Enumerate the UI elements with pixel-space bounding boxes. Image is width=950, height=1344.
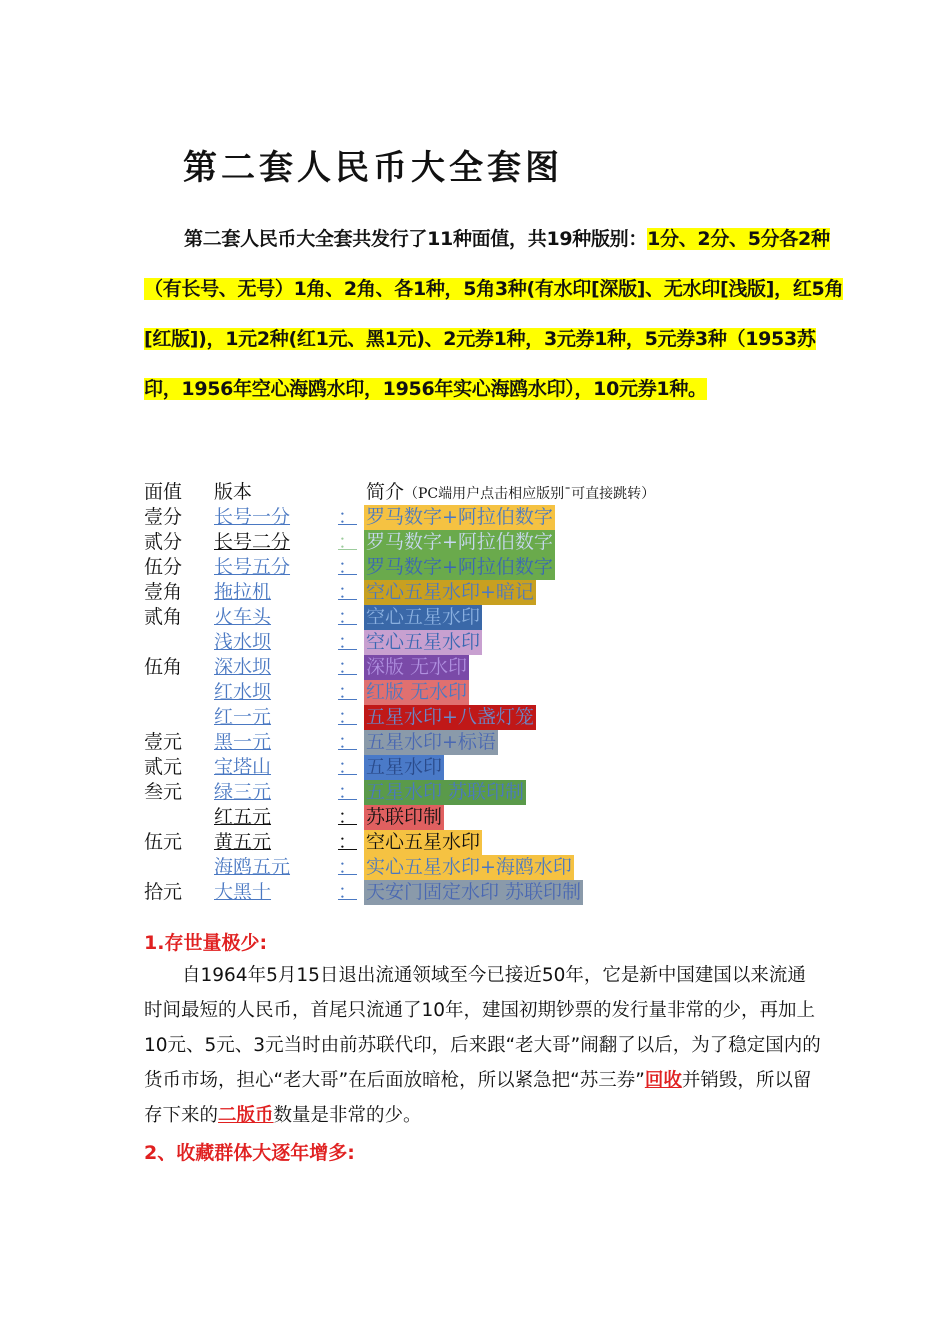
separator-link[interactable]: ： bbox=[337, 881, 357, 903]
denomination-cell: 伍角 bbox=[144, 656, 183, 678]
table-row bbox=[144, 530, 844, 555]
separator-link[interactable]: ： bbox=[337, 631, 357, 653]
denomination-cell: 伍元 bbox=[144, 831, 183, 853]
table-row bbox=[144, 755, 844, 780]
version-link[interactable]: 红一元 bbox=[214, 706, 272, 728]
separator-link[interactable]: ： bbox=[337, 731, 357, 753]
table-row bbox=[144, 555, 844, 580]
version-link[interactable]: 长号二分 bbox=[214, 531, 291, 553]
table-row bbox=[144, 605, 844, 630]
section-1-title: 1.存世量极少: bbox=[144, 932, 268, 954]
separator-link[interactable]: ： bbox=[337, 656, 357, 678]
separator-link[interactable]: ： bbox=[337, 531, 357, 553]
version-link[interactable]: 黄五元 bbox=[214, 831, 272, 853]
header-version: 版本 bbox=[214, 481, 253, 503]
version-table bbox=[144, 480, 844, 905]
intro-plain-text: 第二套人民币大全套共发行了11种面值，共19种版别： bbox=[184, 228, 648, 250]
table-row bbox=[144, 630, 844, 655]
description-cell: 空心五星水印 bbox=[366, 831, 481, 853]
table-row bbox=[144, 580, 844, 605]
table-row bbox=[144, 780, 844, 805]
version-link[interactable]: 黑一元 bbox=[214, 731, 272, 753]
denomination-cell: 壹分 bbox=[144, 506, 183, 528]
denomination-cell: 贰分 bbox=[144, 531, 183, 553]
version-link[interactable]: 绿三元 bbox=[214, 781, 272, 803]
separator-link[interactable]: ： bbox=[337, 756, 357, 778]
description-cell: 五星水印 bbox=[366, 756, 443, 778]
separator-link[interactable]: ： bbox=[337, 781, 357, 803]
version-link[interactable]: 拖拉机 bbox=[214, 581, 272, 603]
section-2-title: 2、收藏群体大逐年增多: bbox=[144, 1142, 355, 1164]
description-cell: 罗马数字+阿拉伯数字 bbox=[366, 531, 553, 553]
version-link[interactable]: 火车头 bbox=[214, 606, 272, 628]
description-cell: 苏联印制 bbox=[366, 806, 443, 828]
denomination-cell: 叁元 bbox=[144, 781, 183, 803]
description-cell: 天安门固定水印 苏联印制 bbox=[366, 881, 582, 903]
table-row bbox=[144, 505, 844, 530]
description-cell: 实心五星水印+海鸥水印 bbox=[366, 856, 572, 878]
highlight-second-edition: 二版币 bbox=[218, 1105, 274, 1126]
version-link[interactable]: 海鸥五元 bbox=[214, 856, 291, 878]
header-intro-label: 简介 bbox=[366, 481, 405, 503]
table-row bbox=[144, 830, 844, 855]
description-cell: 空心五星水印 bbox=[366, 606, 481, 628]
description-cell: 罗马数字+阿拉伯数字 bbox=[366, 506, 553, 528]
header-note: （PC端用户点击相应版别¯可直接跳转） bbox=[404, 486, 656, 502]
description-cell: 深版 无水印 bbox=[366, 656, 468, 678]
denomination-cell: 伍分 bbox=[144, 556, 183, 578]
denomination-cell: 贰元 bbox=[144, 756, 183, 778]
intro-highlighted-text: 1分、2分、5分各2种（有长号、无号）1角、2角、各1种，5角3种(有水印[深版]、无水印[浅版]，红5角[红版])，1元2种(红1元、黑1元)、2元券1种，3元券1种，5元券3种（1953苏印，1956年空心海鸥水印，1956年实心海鸥水印），10元券1种。 bbox=[144, 228, 844, 400]
section-1-text-3: 数量是非常的少。 bbox=[273, 1105, 422, 1126]
table-row bbox=[144, 880, 844, 905]
section-1-text-2: 并销毁，所以留存下来的 bbox=[144, 1070, 812, 1126]
table-row bbox=[144, 705, 844, 730]
table-header bbox=[144, 480, 844, 505]
table-row bbox=[144, 680, 844, 705]
separator-link[interactable]: ： bbox=[337, 606, 357, 628]
separator-link[interactable]: ： bbox=[337, 706, 357, 728]
separator-link[interactable]: ： bbox=[337, 806, 357, 828]
separator-link[interactable]: ： bbox=[337, 856, 357, 878]
header-denomination: 面值 bbox=[144, 481, 183, 503]
denomination-cell: 壹元 bbox=[144, 731, 183, 753]
denomination-cell: 壹角 bbox=[144, 581, 183, 603]
header-intro bbox=[364, 480, 657, 507]
version-link[interactable]: 浅水坝 bbox=[214, 631, 272, 653]
description-cell: 空心五星水印+暗记 bbox=[366, 581, 534, 603]
separator-link[interactable]: ： bbox=[337, 831, 357, 853]
table-row bbox=[144, 730, 844, 755]
description-cell: 五星水印+标语 bbox=[366, 731, 496, 753]
separator-link[interactable]: ： bbox=[337, 506, 357, 528]
version-link[interactable]: 宝塔山 bbox=[214, 756, 272, 778]
version-link[interactable]: 红五元 bbox=[214, 806, 272, 828]
section-1-text-1: 自1964年5月15日退出流通领域至今已接近50年，它是新中国建国以来流通时间最短的人民币，首尾只流通了10年，建国初期钞票的发行量非常的少，再加上10元、5元、3元当时由前苏联代印，后来跟“老大哥”闹翻了以后，为了稳定国内的货币市场，担心“老大哥”在后面放暗枪，所以紧急把“苏三券” bbox=[144, 965, 821, 1091]
separator-link[interactable]: ： bbox=[337, 681, 357, 703]
description-cell: 五星水印+八盏灯笼 bbox=[366, 706, 534, 728]
version-link[interactable]: 红水坝 bbox=[214, 681, 272, 703]
page-title: 第二套人民币大全套图 bbox=[183, 148, 563, 188]
separator-link[interactable]: ： bbox=[337, 556, 357, 578]
intro-paragraph bbox=[144, 214, 844, 414]
description-cell: 空心五星水印 bbox=[366, 631, 481, 653]
version-link[interactable]: 长号一分 bbox=[214, 506, 291, 528]
description-cell: 红版 无水印 bbox=[366, 681, 468, 703]
version-link[interactable]: 大黑十 bbox=[214, 881, 272, 903]
version-link[interactable]: 长号五分 bbox=[214, 556, 291, 578]
table-row bbox=[144, 805, 844, 830]
version-link[interactable]: 深水坝 bbox=[214, 656, 272, 678]
table-row bbox=[144, 655, 844, 680]
table-row bbox=[144, 855, 844, 880]
denomination-cell: 拾元 bbox=[144, 881, 183, 903]
description-cell: 五星水印 苏联印制 bbox=[366, 781, 525, 803]
description-cell: 罗马数字+阿拉伯数字 bbox=[366, 556, 553, 578]
highlight-recall: 回收 bbox=[644, 1070, 682, 1091]
denomination-cell: 贰角 bbox=[144, 606, 183, 628]
section-1-paragraph bbox=[144, 958, 824, 1133]
separator-link[interactable]: ： bbox=[337, 581, 357, 603]
